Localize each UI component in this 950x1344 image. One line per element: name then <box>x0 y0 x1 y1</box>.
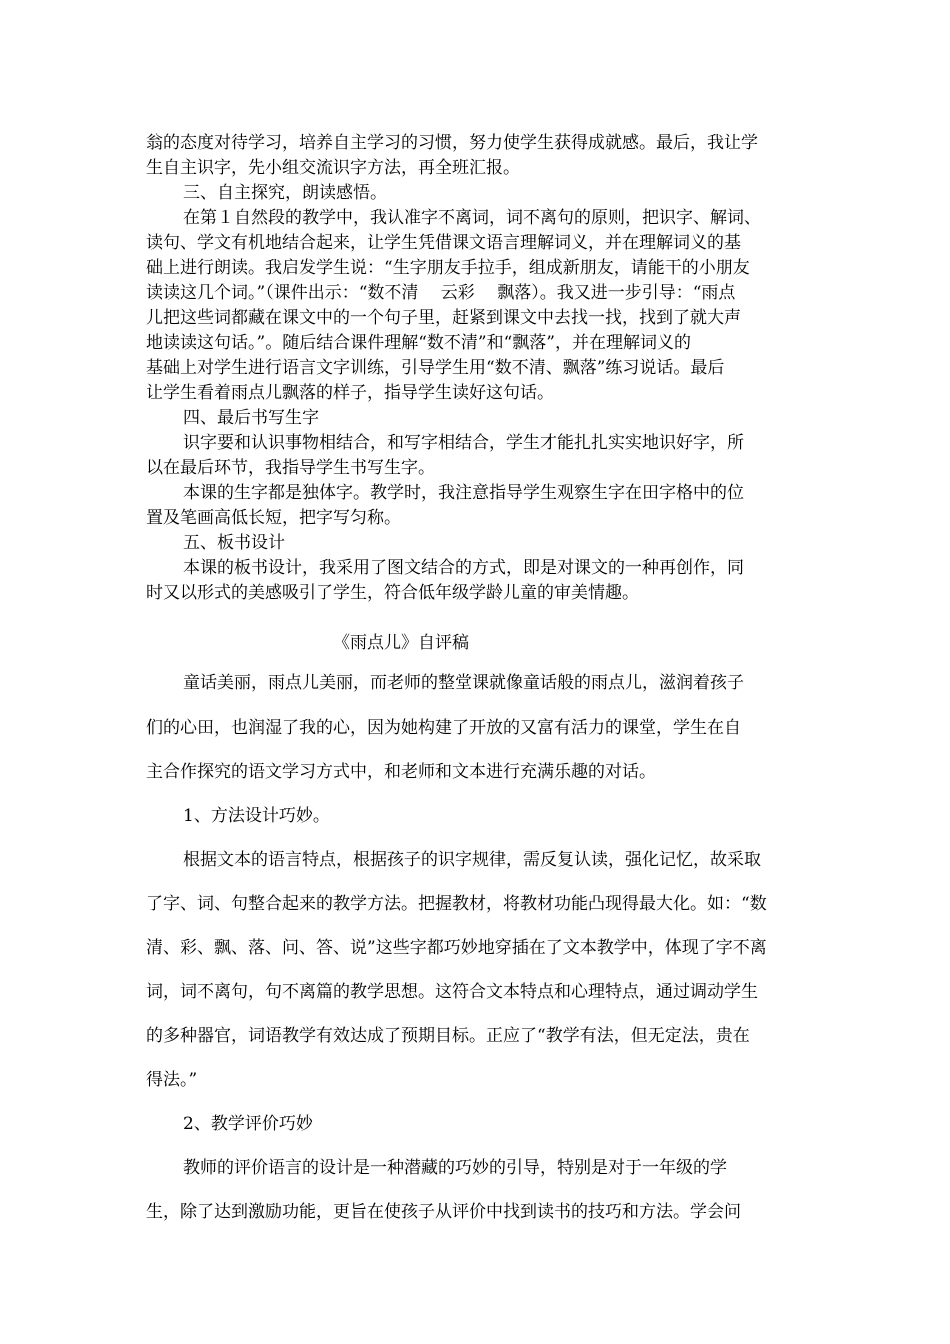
body-line: 基础上对学生进行语言文字训练，引导学生用“数不清、飘落”练习说话。最后 <box>146 358 725 378</box>
section-heading: 2、教学评价巧妙 <box>183 1114 313 1134</box>
body-line: 儿把这些词都藏在课文中的一个句子里，赶紧到课文中去找一找，找到了就大声 <box>146 308 741 328</box>
body-line: 们的心田，也润湿了我的心，因为她构建了开放的又富有活力的课堂，学生在自 <box>146 718 741 738</box>
body-line: 识字要和认识事物相结合，和写字相结合，学生才能扎扎实实地识好字，所 <box>183 433 744 453</box>
body-line: 得法。” <box>146 1070 198 1090</box>
body-line: 清、彩、飘、落、问、答、说”这些字都巧妙地穿插在了文本教学中，体现了字不离 <box>146 938 767 958</box>
body-line: 翁的态度对待学习，培养自主学习的习惯，努力使学生获得成就感。最后，我让学 <box>146 133 758 153</box>
body-line: 童话美丽，雨点儿美丽，而老师的整堂课就像童话般的雨点儿，滋润着孩子 <box>183 673 744 693</box>
body-line: 地读读这句话。”。随后结合课件理解“数不清”和“飘落”，并在理解词义的 <box>146 333 691 353</box>
section-heading-4: 四、最后书写生字 <box>183 408 319 428</box>
body-line: 根据文本的语言特点，根据孩子的识字规律，需反复认读，强化记忆，故采取 <box>183 850 761 870</box>
body-line: 教师的评价语言的设计是一种潜藏的巧妙的引导，特别是对于一年级的学 <box>183 1158 727 1178</box>
section-heading-3: 三、自主探究，朗读感悟。 <box>183 183 387 203</box>
body-line: 时又以形式的美感吸引了学生，符合低年级学龄儿童的审美情趣。 <box>146 583 639 603</box>
body-line: 了字、词、句整合起来的教学方法。把握教材，将教材功能凸现得最大化。如：“数 <box>146 894 767 914</box>
body-line: 本课的生字都是独体字。教学时，我注意指导学生观察生字在田字格中的位 <box>183 483 744 503</box>
body-line: 在第１自然段的教学中，我认准字不离词，词不离句的原则，把识字、解词、 <box>183 208 761 228</box>
body-line: 读句、学文有机地结合起来，让学生凭借课文语言理解词义，并在理解词义的基 <box>146 233 741 253</box>
body-line: 词，词不离句，句不离篇的教学思想。这符合文本特点和心理特点，通过调动学生 <box>146 982 758 1002</box>
body-line: 置及笔画高低长短，把字写匀称。 <box>146 508 401 528</box>
body-line: 本课的板书设计，我采用了图文结合的方式，即是对课文的一种再创作，同 <box>183 558 744 578</box>
section-heading: 1、方法设计巧妙。 <box>183 806 330 826</box>
section-heading-5: 五、板书设计 <box>183 533 285 553</box>
body-line: 主合作探究的语文学习方式中，和老师和文本进行充满乐趣的对话。 <box>146 762 656 782</box>
page-title: 《雨点儿》自评稿 <box>333 633 469 653</box>
body-line: 础上进行朗读。我启发学生说：“生字朋友手拉手，组成新朋友，请能干的小朋友 <box>146 258 750 278</box>
body-line: 的多种器官，词语教学有效达成了预期目标。正应了“教学有法，但无定法，贵在 <box>146 1026 750 1046</box>
body-line: 让学生看着雨点儿飘落的样子，指导学生读好这句话。 <box>146 383 554 403</box>
body-line: 以在最后环节，我指导学生书写生字。 <box>146 458 435 478</box>
body-line: 生自主识字，先小组交流识字方法，再全班汇报。 <box>146 158 520 178</box>
body-line: 读读这几个词。”（课件出示：“数不清 云彩 飘落）。我又进一步引导：“雨点 <box>146 283 736 303</box>
body-line: 生，除了达到激励功能，更旨在使孩子从评价中找到读书的技巧和方法。学会问 <box>146 1202 741 1222</box>
